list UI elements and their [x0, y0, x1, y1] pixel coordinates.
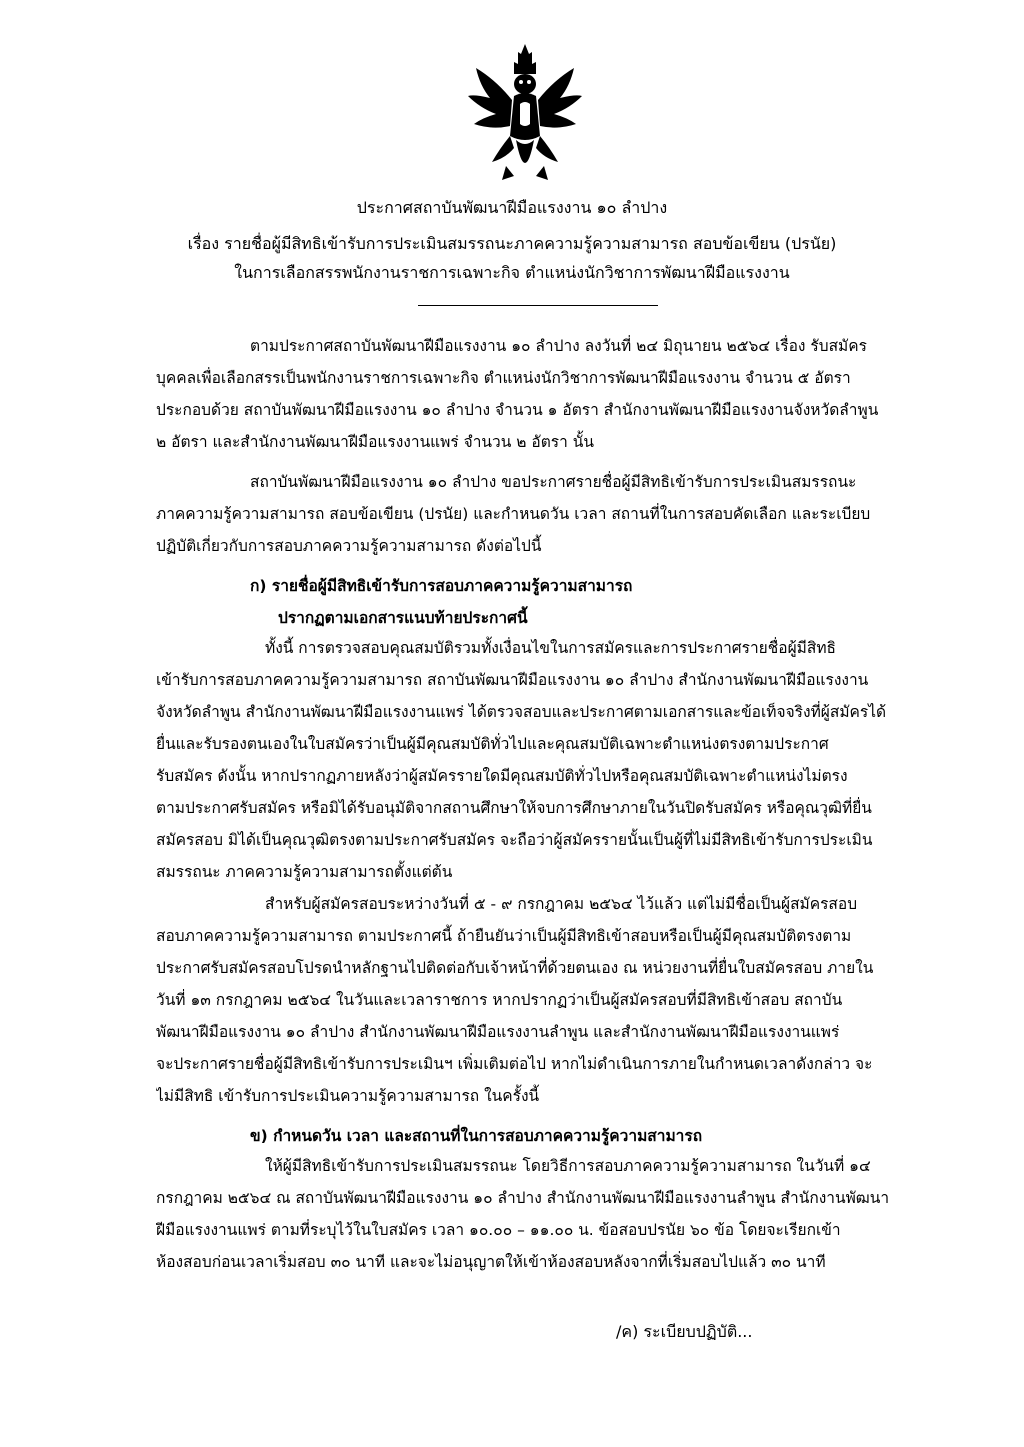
section-a-subheading: ปรากฏตามเอกสารแนบท้ายประกาศนี้ [278, 609, 528, 627]
text-line: ภาคความรู้ความสามารถ สอบข้อเขียน (ปรนัย) และกำหนดวัน เวลา สถานที่ในการสอบคัดเลือก และระเบียบ [156, 505, 871, 523]
announcement-subject: เรื่อง รายชื่อผู้มีสิทธิเข้ารับการประเมินสมรรถนะภาคความรู้ความสามารถ สอบข้อเขียน (ปรนัย) [187, 234, 837, 253]
text-line: จังหวัดลำพูน สำนักงานพัฒนาฝีมือแรงงานแพร่ ได้ตรวจสอบและประกาศตามเอกสารและข้อเท็จจริงที่ผู้สมัครได้ [156, 703, 887, 721]
text-line: สมรรถนะ ภาคความรู้ความสามารถตั้งแต่ต้น [156, 863, 453, 881]
text-line: สอบภาคความรู้ความสามารถ ตามประกาศนี้ ถ้ายืนยันว่าเป็นผู้มีสิทธิเข้าสอบหรือเป็นผู้มีคุณสมบัติตรงตาม [156, 927, 852, 945]
garuda-emblem [466, 40, 584, 192]
text-line: ตามประกาศรับสมัคร หรือมิได้รับอนุมัติจากสถานศึกษาให้จบการศึกษาภายในวันปิดรับสมัคร หรือคุณวุฒิที่ยื่น [156, 799, 872, 817]
announcement-title: ประกาศสถาบันพัฒนาฝีมือแรงงาน ๑๐ ลำปาง [356, 198, 668, 217]
text-line: ปฏิบัติเกี่ยวกับการสอบภาคความรู้ความสามารถ ดังต่อไปนี้ [156, 537, 542, 555]
announcement-subject-line2: ในการเลือกสรรพนักงานราชการเฉพาะกิจ ตำแหน่งนักวิชาการพัฒนาฝีมือแรงงาน [234, 263, 790, 282]
text-line: บุคคลเพื่อเลือกสรรเป็นพนักงานราชการเฉพาะกิจ ตำแหน่งนักวิชาการพัฒนาฝีมือแรงงาน จำนวน ๕ อัตรา [156, 369, 851, 387]
text-line: ๒ อัตรา และสำนักงานพัฒนาฝีมือแรงงานแพร่ จำนวน ๒ อัตรา นั้น [156, 433, 594, 451]
text-line: ให้ผู้มีสิทธิเข้ารับการประเมินสมรรถนะ โดยวิธีการสอบภาคความรู้ความสามารถ ในวันที่ ๑๔ [265, 1157, 871, 1175]
text-line: ประกอบด้วย สถาบันพัฒนาฝีมือแรงงาน ๑๐ ลำปาง จำนวน ๑ อัตรา สำนักงานพัฒนาฝีมือแรงงานจังหวัดลำพูน [156, 401, 879, 419]
text-line: ฝีมือแรงงานแพร่ ตามที่ระบุไว้ในใบสมัคร เวลา ๑๐.๐๐ – ๑๑.๐๐ น. ข้อสอบปรนัย ๖๐ ข้อ โดยจะเรียกเข้า [156, 1221, 841, 1239]
continued-marker: /ค) ระเบียบปฏิบัติ... [616, 1322, 753, 1341]
text-line: ยื่นและรับรองตนเองในใบสมัครว่าเป็นผู้มีคุณสมบัติทั่วไปและคุณสมบัติเฉพาะตำแหน่งตรงตามประกาศ [156, 735, 829, 753]
text-line: รับสมัคร ดังนั้น หากปรากฏภายหลังว่าผู้สมัครรายใดมีคุณสมบัติทั่วไปหรือคุณสมบัติเฉพาะตำแหน่งไม่ตรง [156, 767, 848, 785]
text-line: พัฒนาฝีมือแรงงาน ๑๐ ลำปาง สำนักงานพัฒนาฝีมือแรงงานลำพูน และสำนักงานพัฒนาฝีมือแรงงานแพร่ [156, 1023, 840, 1041]
text-line: สมัครสอบ มิได้เป็นคุณวุฒิตรงตามประกาศรับสมัคร จะถือว่าผู้สมัครรายนั้นเป็นผู้ที่ไม่มีสิทธิเข้ารับการประเมิน [156, 831, 873, 849]
text-line: วันที่ ๑๓ กรกฎาคม ๒๕๖๔ ในวันและเวลาราชการ หากปรากฏว่าเป็นผู้สมัครสอบที่มีสิทธิเข้าสอบ สถาบัน [156, 991, 843, 1009]
section-a-heading: ก) รายชื่อผู้มีสิทธิเข้ารับการสอบภาคความรู้ความสามารถ [250, 577, 633, 595]
text-line: ห้องสอบก่อนเวลาเริ่มสอบ ๓๐ นาที และจะไม่อนุญาตให้เข้าห้องสอบหลังจากที่เริ่มสอบไปแล้ว ๓๐ นาที [156, 1253, 826, 1271]
text-line: จะประกาศรายชื่อผู้มีสิทธิเข้ารับการประเมินฯ เพิ่มเติมต่อไป หากไม่ดำเนินการภายในกำหนดเวลาดังกล่าว จะ [156, 1055, 873, 1073]
text-line: สำหรับผู้สมัครสอบระหว่างวันที่ ๕ - ๙ กรกฎาคม ๒๕๖๔ ไว้แล้ว แต่ไม่มีชื่อเป็นผู้สมัครสอบ [265, 895, 858, 913]
text-line: ทั้งนี้ การตรวจสอบคุณสมบัติรวมทั้งเงื่อนไขในการสมัครและการประกาศรายชื่อผู้มีสิทธิ [265, 639, 837, 657]
text-line: ไม่มีสิทธิ เข้ารับการประเมินความรู้ความสามารถ ในครั้งนี้ [156, 1087, 540, 1105]
text-line: สถาบันพัฒนาฝีมือแรงงาน ๑๐ ลำปาง ขอประกาศรายชื่อผู้มีสิทธิเข้ารับการประเมินสมรรถนะ [250, 473, 857, 491]
text-line: กรกฎาคม ๒๕๖๔ ณ สถาบันพัฒนาฝีมือแรงงาน ๑๐ ลำปาง สำนักงานพัฒนาฝีมือแรงงานลำพูน สำนักงานพัฒนา [156, 1189, 890, 1207]
text-line: เข้ารับการสอบภาคความรู้ความสามารถ สถาบันพัฒนาฝีมือแรงงาน ๑๐ ลำปาง สำนักงานพัฒนาฝีมือแรงงาน [156, 671, 869, 689]
title-divider [418, 305, 658, 306]
text-line: ตามประกาศสถาบันพัฒนาฝีมือแรงงาน ๑๐ ลำปาง ลงวันที่ ๒๔ มิถุนายน ๒๕๖๔ เรื่อง รับสมัคร [250, 337, 867, 355]
section-b-heading: ข) กำหนดวัน เวลา และสถานที่ในการสอบภาคความรู้ความสามารถ [250, 1127, 703, 1145]
text-line: ประกาศรับสมัครสอบโปรดนำหลักฐานไปติดต่อกับเจ้าหน้าที่ด้วยตนเอง ณ หน่วยงานที่ยื่นใบสมัครสอบ ภายใน [156, 959, 874, 977]
